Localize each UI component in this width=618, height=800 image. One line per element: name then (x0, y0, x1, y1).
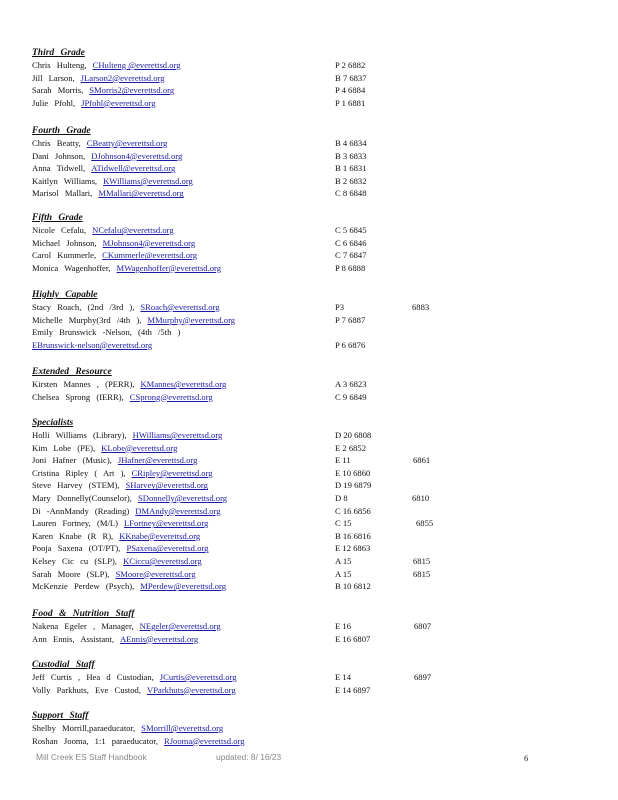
staff-row (32, 249, 592, 262)
room-number: P 8 6888 (335, 262, 366, 273)
staff-email-link[interactable]: CKummerle@everettsd.org (102, 250, 198, 261)
staff-name: Kirsten Mannes , (PERR), (32, 379, 135, 389)
room-number: P 6 6876 (335, 339, 366, 350)
section-heading: Fourth Grade (32, 126, 91, 136)
room-number: A 15 (335, 568, 352, 579)
staff-name: Nakena Egeler , Manager, (32, 621, 134, 631)
staff-name: Ann Ennis, Assistant, (32, 633, 115, 644)
staff-row (32, 72, 592, 85)
staff-name: Chris Beatty, (32, 138, 81, 148)
staff-email-link[interactable]: KMannes@everettsd.org (140, 379, 227, 389)
room-number: P 2 6882 (335, 60, 366, 70)
phone-extension: 6861 (413, 455, 431, 466)
staff-row (32, 620, 592, 633)
room-number: E 12 6863 (335, 543, 371, 554)
section-heading: Extended Resource (32, 367, 112, 377)
staff-name: Joni Hafner (Music), (32, 455, 112, 466)
staff-email-link[interactable]: CBeatty@everettsd.org (86, 138, 168, 148)
staff-row (32, 467, 592, 480)
staff-email-link[interactable]: PSaxena@everettsd.org (126, 543, 209, 554)
staff-name: Chelsea Sprong (IERR), (32, 391, 124, 402)
staff-email-link[interactable]: KKnabe@everettsd.org (119, 530, 201, 541)
staff-name: Jeff Curtis , Hea d Custodian, (32, 672, 154, 682)
section-heading: Specialists (32, 418, 74, 428)
room-number: C 6 6846 (335, 237, 367, 248)
staff-row (32, 301, 592, 314)
staff-row (32, 684, 592, 697)
room-number: A 3 6823 (335, 379, 367, 389)
room-number: P 1 6881 (335, 97, 366, 108)
staff-row (32, 84, 592, 97)
phone-extension: 6855 (416, 518, 434, 529)
staff-email-link[interactable]: NEgeler@everettsd.org (139, 621, 221, 631)
section-heading: Food & Nutrition Staff (32, 609, 135, 619)
staff-row (32, 479, 592, 492)
staff-email-link[interactable]: SMorrill@everettsd.org (141, 723, 224, 733)
section (32, 418, 592, 593)
staff-name: Monica Wagenhoffer, (32, 262, 111, 273)
staff-email-link[interactable]: NCefalu@everettsd.org (92, 225, 174, 235)
staff-row (32, 454, 592, 467)
room-number: B 16 6816 (335, 530, 371, 541)
staff-row (32, 314, 592, 327)
staff-name: Lauren Fortney, (M/L) (32, 518, 118, 529)
staff-name: Karen Knabe (R R), (32, 530, 114, 541)
staff-email-link[interactable]: SMorris2@everettsd.org (89, 85, 175, 96)
room-number: D 20 6808 (335, 430, 372, 440)
room-number: D 19 6879 (335, 480, 372, 491)
staff-email-link[interactable]: KCiccu@everettsd.org (123, 555, 202, 566)
staff-name: Kelsey Cic cu (SLP), (32, 555, 118, 566)
room-number: C 16 6856 (335, 505, 371, 516)
section (32, 609, 592, 645)
staff-row (32, 568, 592, 581)
staff-email-link[interactable]: CHulteng @everettsd.org (92, 60, 181, 70)
staff-name: Holli Williams (Library), (32, 430, 127, 440)
staff-email-link[interactable]: DJohnson4@everettsd.org (91, 150, 183, 161)
staff-email-link[interactable]: JHafner@everettsd.org (117, 455, 198, 466)
staff-row (32, 722, 592, 735)
section-heading: Custodial Staff (32, 660, 95, 670)
staff-name: Chris Hulteng, (32, 60, 87, 70)
staff-name: Marisol Mallari, (32, 188, 93, 199)
staff-name: Shelby Morrill,paraeducator, (32, 723, 136, 733)
staff-name: McKenzie Perdew (Psych), (32, 581, 135, 592)
staff-email-link[interactable]: MJohnson4@everettsd.org (102, 237, 196, 248)
staff-name: Sarah Moore (SLP), (32, 568, 110, 579)
staff-email-link[interactable]: LFortney@everettsd.org (123, 518, 209, 529)
staff-name: Mary Donnelly(Counselor), (32, 492, 132, 503)
staff-name: Dani Johnson, (32, 150, 86, 161)
section-heading: Fifth Grade (32, 213, 83, 223)
footer-updated-date: updated: 8/ 16/23 (216, 752, 282, 762)
staff-row (32, 237, 592, 250)
staff-row (32, 735, 592, 748)
staff-email-link[interactable]: MWagenhoffer@everettsd.org (116, 262, 222, 273)
section (32, 711, 592, 747)
staff-name: Nicole Cefalu, (32, 225, 87, 235)
staff-row (32, 378, 592, 391)
room-number: P3 (335, 302, 345, 312)
section (32, 660, 592, 696)
staff-row (32, 633, 592, 646)
room-number: E 16 6807 (335, 633, 371, 644)
staff-email-link[interactable]: KLobe@everettsd.org (101, 442, 178, 453)
staff-row (32, 505, 592, 518)
room-number: B 4 6834 (335, 138, 367, 148)
phone-extension: 6815 (413, 555, 431, 566)
page-number: 6 (524, 753, 529, 763)
staff-row (32, 187, 592, 200)
room-number: B 1 6831 (335, 163, 367, 174)
staff-name: Michelle Murphy(3rd /4th ), (32, 314, 142, 325)
staff-row (32, 175, 592, 188)
staff-row (32, 517, 592, 530)
staff-row (32, 150, 592, 163)
staff-email-link[interactable]: JCurtis@everettsd.org (159, 672, 237, 682)
phone-extension: 6815 (413, 568, 431, 579)
phone-extension: 6807 (414, 621, 432, 631)
staff-name: Carol Kummerle, (32, 250, 97, 261)
staff-row (32, 492, 592, 505)
staff-name: Roshan Jooma, 1:1 paraeducator, (32, 735, 158, 746)
room-number: E 16 (335, 621, 351, 631)
staff-name: Kaitlyn Williams, (32, 175, 98, 186)
staff-email-link[interactable]: JPfohl@everettsd.org (81, 97, 156, 108)
room-number: C 8 6848 (335, 188, 367, 199)
staff-email-link[interactable]: ATidwell@everettsd.org (91, 163, 176, 174)
room-number: C 5 6845 (335, 225, 367, 235)
staff-name: Di -AnnMandy (Reading) (32, 505, 130, 516)
staff-name: Anna Tidwell, (32, 163, 86, 174)
staff-name: Pooja Saxena (OT/PT), (32, 543, 121, 554)
staff-email-link[interactable]: CRipley@everettsd.org (131, 467, 213, 478)
section-heading: Support Staff (32, 711, 89, 721)
staff-email-link[interactable]: VParkhuts@everettsd.org (147, 684, 236, 695)
section (32, 290, 592, 351)
section (32, 48, 592, 109)
staff-row (32, 542, 592, 555)
staff-row (32, 429, 592, 442)
staff-email-link[interactable]: HWilliams@everettsd.org (132, 430, 223, 440)
staff-email-link[interactable]: SMoore@everettsd.org (115, 568, 196, 579)
staff-email-link[interactable]: DMAndy@everettsd.org (135, 505, 221, 516)
staff-row (32, 97, 592, 110)
staff-email-link[interactable]: KWilliams@everettsd.org (103, 175, 193, 186)
staff-row (32, 326, 592, 339)
staff-email-link[interactable]: MMallari@everettsd.org (98, 188, 184, 199)
staff-name: Cristina Ripley ( Art ), (32, 467, 126, 478)
room-number: C 9 6849 (335, 391, 367, 402)
room-number: B 3 6833 (335, 150, 367, 161)
room-number: E 14 (335, 672, 351, 682)
staff-email-link[interactable]: MPerdew@everettsd.org (140, 581, 227, 592)
staff-name: Jill Larson, (32, 72, 75, 83)
room-number: E 11 (335, 455, 351, 466)
staff-email-link[interactable]: JLarson2@everettsd.org (80, 72, 165, 83)
room-number: E 10 6860 (335, 467, 371, 478)
staff-email-link[interactable]: AEnnis@everettsd.org (120, 633, 199, 644)
room-number: B 7 6837 (335, 72, 367, 83)
footer (36, 752, 536, 762)
staff-row (32, 580, 592, 593)
room-number: C 7 6847 (335, 250, 367, 261)
staff-email-link[interactable]: SHarvey@everettsd.org (125, 480, 208, 491)
staff-name: Michael Johnson, (32, 237, 97, 248)
footer-handbook-title: Mill Creek ES Staff Handbook (36, 752, 147, 762)
room-number: E 14 6897 (335, 684, 371, 695)
staff-email-link[interactable]: SDonnelly@everettsd.org (137, 492, 228, 503)
staff-name: Volly Parkhuts, Eve Custod, (32, 684, 142, 695)
staff-row (32, 671, 592, 684)
section (32, 213, 592, 274)
staff-row (32, 442, 592, 455)
section (32, 367, 592, 403)
staff-row (32, 555, 592, 568)
room-number: P 7 6887 (335, 314, 366, 325)
section-heading: Third Grade (32, 48, 85, 58)
staff-email-link[interactable]: EBrunswick-nelson@everettsd.org (32, 339, 153, 350)
room-number: B 10 6812 (335, 581, 371, 592)
staff-name: Emily Brunswick -Nelson, (4th /5th ) (32, 327, 181, 338)
phone-extension: 6883 (412, 302, 430, 312)
room-number: C 15 (335, 518, 352, 529)
staff-email-link[interactable]: MMurphy@everettsd.org (147, 314, 236, 325)
staff-name: Stacy Roach, (2nd /3rd ), (32, 302, 135, 312)
room-number: A 15 (335, 555, 352, 566)
staff-row (32, 530, 592, 543)
staff-row (32, 262, 592, 275)
staff-email-link[interactable]: SRoach@everettsd.org (140, 302, 220, 312)
staff-name: Kim Lobe (PE), (32, 442, 96, 453)
staff-row (32, 339, 592, 352)
room-number: P 4 6884 (335, 85, 366, 96)
staff-row (32, 391, 592, 404)
staff-row (32, 224, 592, 237)
section (32, 126, 592, 200)
room-number: E 2 6852 (335, 442, 367, 453)
room-number: B 2 6832 (335, 175, 367, 186)
phone-extension: 6897 (414, 672, 432, 682)
staff-name: Steve Harvey (STEM), (32, 480, 120, 491)
staff-email-link[interactable]: CSprong@everettsd.org (129, 391, 213, 402)
staff-name: Julie Pfohl, (32, 97, 76, 108)
phone-extension: 6810 (412, 492, 430, 503)
staff-row (32, 137, 592, 150)
staff-name: Sarah Morris, (32, 85, 84, 96)
staff-row (32, 59, 592, 72)
room-number: D 8 (335, 492, 348, 503)
staff-email-link[interactable]: RJooma@everettsd.org (163, 735, 245, 746)
staff-row (32, 162, 592, 175)
section-heading: Highly Capable (32, 290, 98, 300)
